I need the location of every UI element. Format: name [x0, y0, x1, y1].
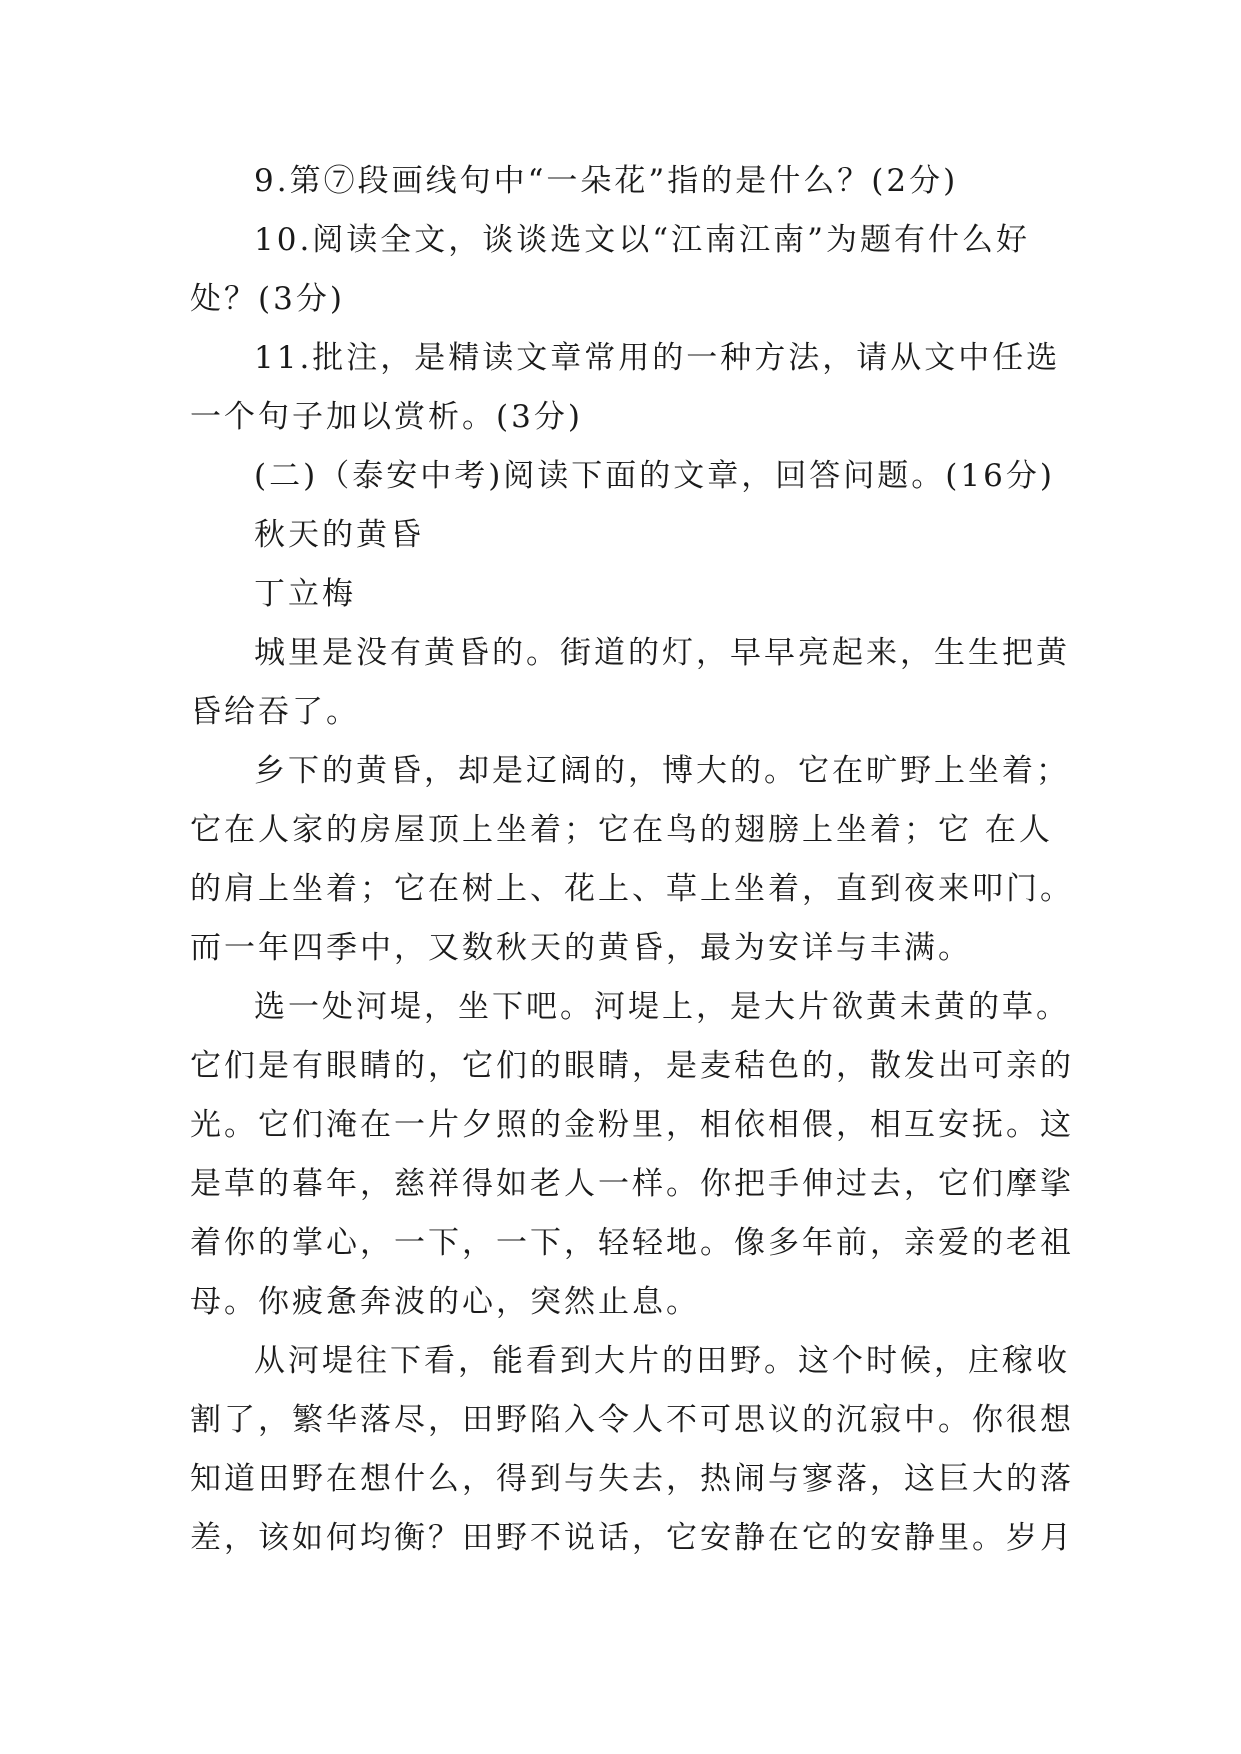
text-line: (二)（泰安中考)阅读下面的文章，回答问题。(16分) [254, 458, 1055, 494]
text-line: 它们是有眼睛的，它们的眼睛，是麦秸色的，散发出可亲的 [190, 1048, 1074, 1084]
text-line: 的肩上坐着；它在树上、花上、草上坐着，直到夜来叩门。 [190, 871, 1074, 907]
text-line: 知道田野在想什么，得到与失去，热闹与寥落，这巨大的落 [190, 1461, 1074, 1497]
text-line: 处？(3分) [190, 281, 345, 317]
text-line: 秋天的黄昏 [254, 517, 424, 553]
text-line: 10.阅读全文，谈谈选文以“江南江南”为题有什么好 [254, 222, 1030, 258]
text-line: 9.第⑦段画线句中“一朵花”指的是什么？(2分) [254, 163, 959, 199]
text-line: 从河堤往下看，能看到大片的田野。这个时候，庄稼收 [254, 1343, 1070, 1379]
text-line: 着你的掌心，一下，一下，轻轻地。像多年前，亲爱的老祖 [190, 1225, 1074, 1261]
text-line: 而一年四季中，又数秋天的黄昏，最为安详与丰满。 [190, 930, 972, 966]
text-line: 城里是没有黄昏的。街道的灯，早早亮起来，生生把黄 [254, 635, 1070, 671]
text-line: 昏给吞了。 [190, 694, 360, 730]
document-body [190, 152, 1074, 1568]
text-line: 是草的暮年，慈祥得如老人一样。你把手伸过去，它们摩挲 [190, 1166, 1074, 1202]
text-line: 一个句子加以赏析。(3分) [190, 399, 583, 435]
text-line: 割了，繁华落尽，田野陷入令人不可思议的沉寂中。你很想 [190, 1402, 1074, 1438]
text-line: 丁立梅 [254, 576, 356, 612]
text-line: 母。你疲惫奔波的心，突然止息。 [190, 1284, 700, 1320]
text-line: 差，该如何均衡？田野不说话，它安静在它的安静里。岁月 [190, 1520, 1074, 1556]
text-line: 选一处河堤，坐下吧。河堤上，是大片欲黄未黄的草。 [254, 989, 1070, 1025]
text-line: 11.批注，是精读文章常用的一种方法，请从文中任选 [254, 340, 1061, 376]
text-line: 它在人家的房屋顶上坐着；它在鸟的翅膀上坐着；它 在人 [190, 812, 1053, 848]
text-line: 乡下的黄昏，却是辽阔的，博大的。它在旷野上坐着； [254, 753, 1070, 789]
text-line: 光。它们淹在一片夕照的金粉里，相依相偎，相互安抚。这 [190, 1107, 1074, 1143]
